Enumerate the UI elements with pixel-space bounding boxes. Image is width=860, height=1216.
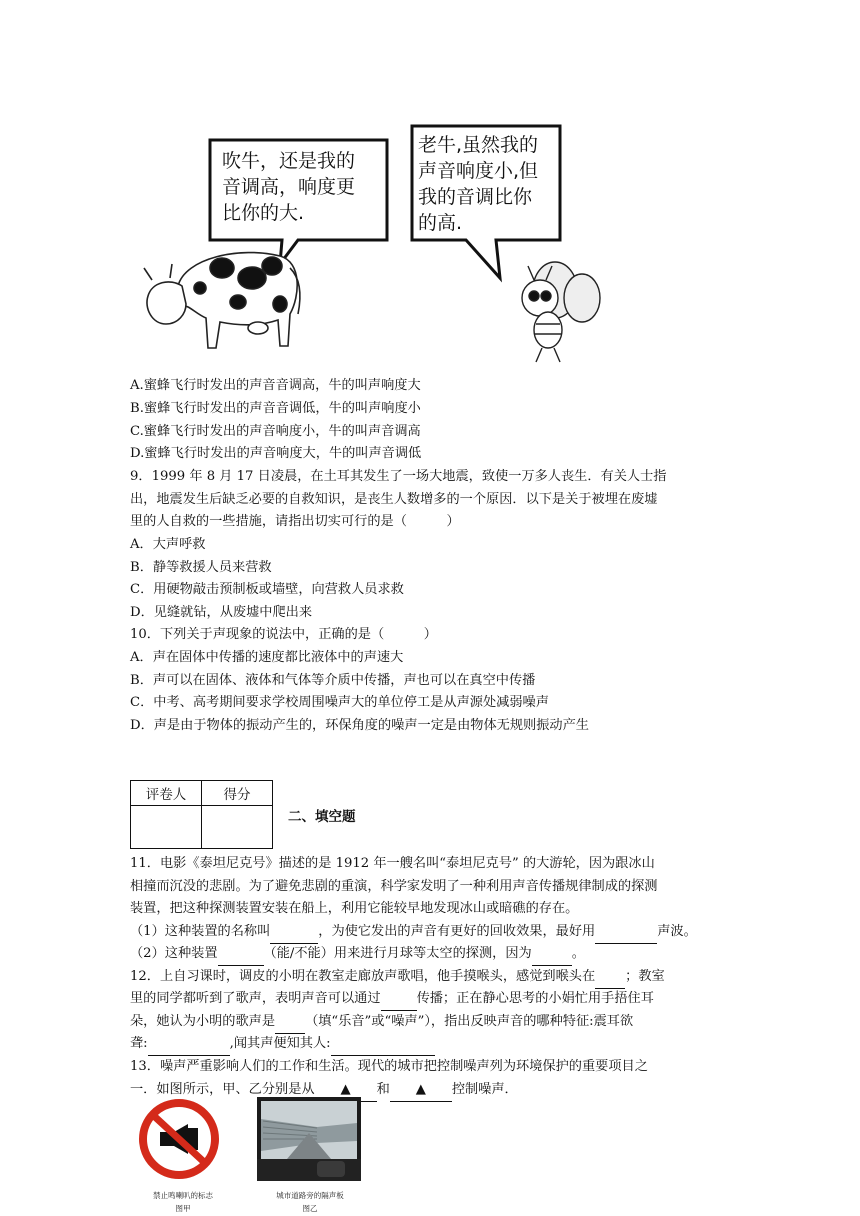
bee-bubble-line: 我的音调比你 [418, 186, 533, 208]
q11-stem-line: 装置，把这种探测装置安装在船上，利用它能较早地发现冰山或暗礁的存在。 [130, 901, 579, 916]
q10-stem: 10．下列关于声现象的说法中，正确的是（ ） [130, 627, 437, 642]
q10-option-c: C．中考、高考期间要求学校周围噪声大的单位停工是从声源处减弱噪声 [130, 695, 549, 710]
score-header: 得分 [202, 781, 273, 806]
q12-text: ,闻其声便知其人: [229, 1036, 331, 1051]
cow-bubble-line: 音调高，响度更 [222, 176, 356, 198]
q9-option-b: B．静等救援人员来营救 [130, 560, 272, 575]
triangle-marker: ▲ [340, 1082, 351, 1097]
q12-blank-timbre[interactable] [331, 1033, 435, 1056]
q11-sub1-text: （1）这种装置的名称叫 [130, 924, 271, 939]
q9-option-a: A．大声呼救 [130, 537, 206, 552]
q12-blank-medium[interactable] [381, 988, 417, 1011]
q11-blank-name[interactable] [270, 921, 318, 944]
cow-bubble-text [222, 148, 355, 226]
q11-sub1-text: 声波。 [657, 924, 697, 939]
q11-sub2-text: 。 [571, 946, 585, 961]
q8-option-b: B.蜜蜂飞行时发出的声音音调低，牛的叫声响度小 [130, 401, 421, 416]
q13-text: 一．如图所示，甲、乙分别是从 [130, 1082, 315, 1097]
q12-line [130, 1033, 435, 1056]
section-title: 二、填空题 [288, 809, 356, 825]
q12-blank-vibrate[interactable] [595, 966, 625, 989]
q12-blank-type[interactable] [275, 1011, 305, 1034]
reviewer-header: 评卷人 [131, 781, 202, 806]
q13-text: 控制噪声． [451, 1082, 518, 1097]
q11-stem-line: 11．电影《泰坦尼克号》描述的是 1912 年一艘名叫“泰坦尼克号” 的大游轮，因为跟冰山 [130, 856, 655, 871]
q11-blank-reason[interactable] [532, 943, 572, 966]
figure-jia-label: 图甲 [175, 1204, 191, 1213]
q9-option-d: D．见缝就钻，从废墟中爬出来 [130, 605, 313, 620]
q13-text: 和 [376, 1082, 390, 1097]
q9-option-c: C．用硬物敲击预制板或墙壁，向营救人员求救 [130, 582, 404, 597]
cow-bubble-line: 吹牛，还是我的 [222, 150, 356, 172]
q9-stem-line: 9．1999 年 8 月 17 日凌晨，在土耳其发生了一场大地震，致使一万多人丧生．有关人士指 [130, 469, 667, 484]
q12-text: 12．上自习课时，调皮的小明在教室走廊放声歌唱，他手摸喉头，感觉到喉头在 [130, 969, 596, 984]
cow-icon [144, 253, 300, 348]
q10-option-d: D．声是由于物体的振动产生的，环保角度的噪声一定是由物体无规则振动产生 [130, 718, 589, 733]
no-horn-sign-icon [138, 1098, 220, 1180]
q8-option-a: A.蜜蜂飞行时发出的声音音调高，牛的叫声响度大 [130, 378, 421, 393]
bee-bubble-line: 老牛,虽然我的 [418, 134, 539, 156]
q12-text: 传播；正在静心思考的小娟忙用手捂住耳 [416, 991, 654, 1006]
bee-icon [522, 262, 600, 362]
q12-line [130, 966, 665, 989]
figure-jia-caption: 禁止鸣喇叭的标志 [153, 1191, 213, 1200]
q11-sub2 [130, 943, 585, 966]
q8-option-c: C.蜜蜂飞行时发出的声音响度小，牛的叫声音调高 [130, 424, 421, 439]
q10-option-b: B．声可以在固体、液体和气体等介质中传播，声也可以在真空中传播 [130, 673, 536, 688]
q11-stem-line: 相撞而沉没的悲剧。为了避免悲剧的重演，科学家发明了一种利用声音传播规律制成的探测 [130, 879, 658, 894]
q11-blank-wave[interactable] [595, 921, 657, 944]
q11-sub1 [130, 921, 697, 944]
score-table [130, 780, 273, 849]
reviewer-cell[interactable] [131, 806, 202, 849]
cartoon-illustration [130, 118, 630, 368]
figure-yi-caption: 城市道路旁的隔声板 [276, 1191, 344, 1200]
q12-blank-loudness[interactable] [148, 1033, 230, 1056]
q12-line [130, 988, 654, 1011]
bee-bubble-text [418, 132, 538, 236]
q13-stem-line: 13．噪声严重影响人们的工作和生活。现代的城市把控制噪声列为环境保护的重要项目之 [130, 1059, 648, 1074]
q12-text: 朵，她认为小明的歌声是 [130, 1014, 276, 1029]
bee-bubble-line: 声音响度小,但 [418, 160, 539, 182]
sound-barrier-photo [257, 1097, 361, 1181]
q11-sub1-text: ，为使它发出的声音有更好的回收效果，最好用 [318, 924, 596, 939]
score-cell[interactable] [202, 806, 273, 849]
cow-bubble-line: 比你的大. [222, 202, 305, 224]
q9-stem-line: 出，地震发生后缺乏必要的自救知识，是丧生人数增多的一个原因．以下是关于被埋在废墟 [130, 492, 658, 507]
q13-blank-b[interactable] [390, 1079, 452, 1102]
q11-sub2-text: （能/不能）用来进行月球等太空的探测，因为 [263, 946, 532, 961]
q12-text: （填“乐音”或“噪声”），指出反映声音的哪种特征:震耳欲 [305, 1014, 634, 1029]
q11-sub2-text: （2）这种装置 [130, 946, 218, 961]
q9-stem-line: 里的人自救的一些措施，请指出切实可行的是（ ） [130, 514, 460, 529]
q12-line [130, 1011, 633, 1034]
q10-option-a: A．声在固体中传播的速度都比液体中的声速大 [130, 650, 404, 665]
q8-option-d: D.蜜蜂飞行时发出的声音响度大，牛的叫声音调低 [130, 446, 422, 461]
triangle-marker: ▲ [415, 1082, 426, 1097]
bee-bubble-line: 的高. [418, 212, 463, 234]
q12-text: 聋: [130, 1036, 148, 1051]
q12-text: ；教室 [625, 969, 665, 984]
figure-yi-label: 图乙 [302, 1204, 318, 1213]
q11-blank-can[interactable] [218, 943, 264, 966]
q12-text: 里的同学都听到了歌声，表明声音可以通过 [130, 991, 381, 1006]
